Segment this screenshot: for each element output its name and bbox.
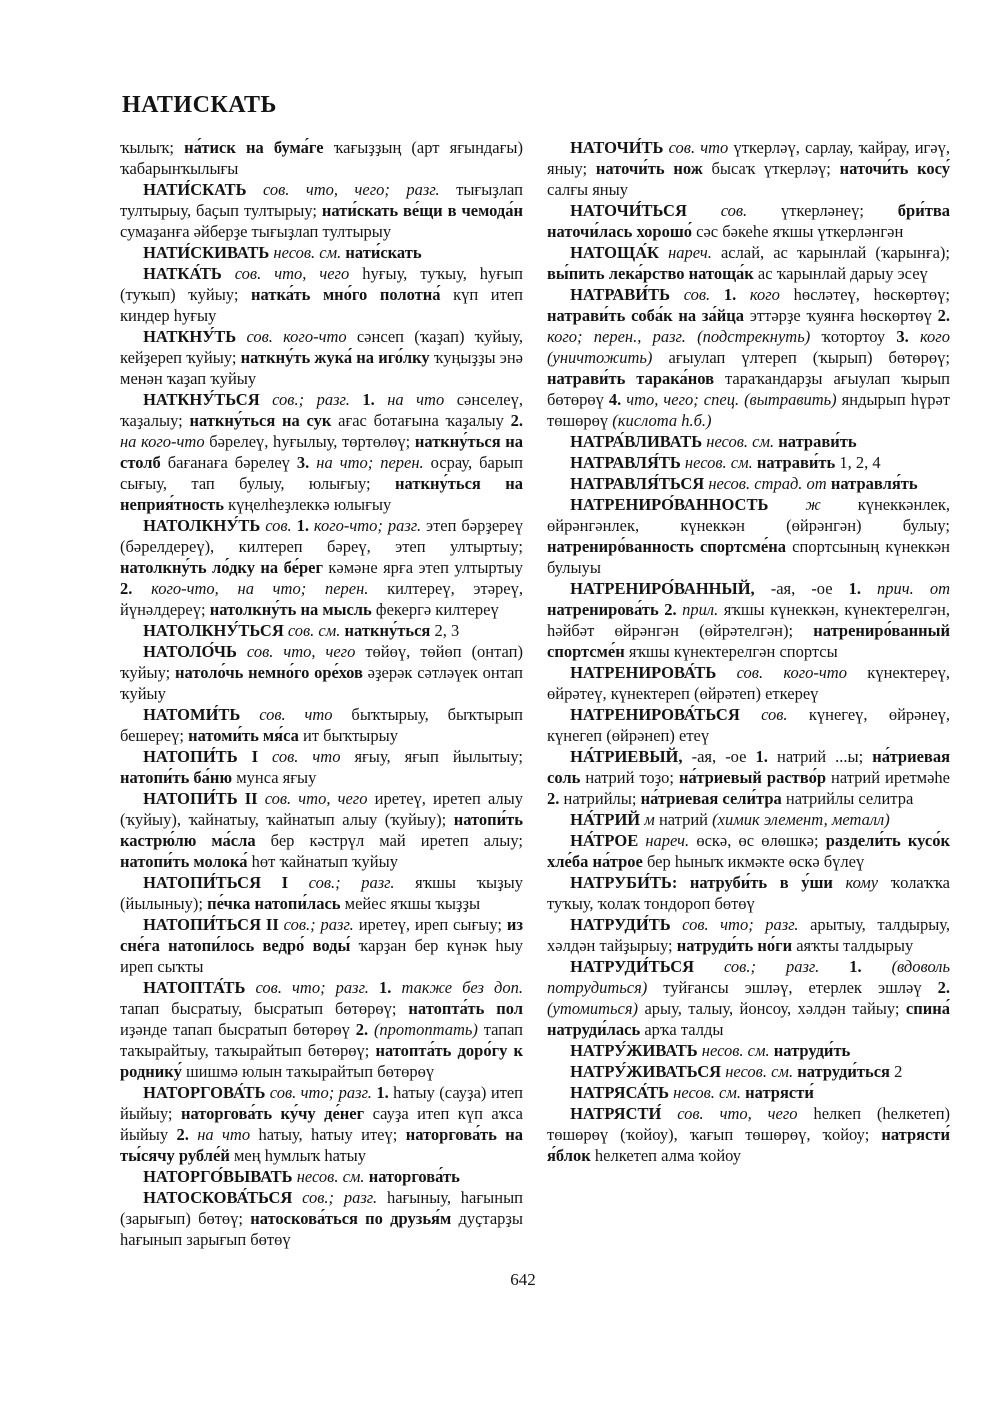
dictionary-entry: НА́ТРИЕВЫЙ, -ая, -ое 1. натрий ...ы; на́триевая соль натрий тоҙо; на́триевый раство́р натрий иретмәһе 2. натрийлы; на́триевая сели́тра натрийлы селитра: [547, 747, 951, 808]
dictionary-entry: НАТРЯСТИ́ сов. что, чего һелкеп (һелкетеп) төшөрөү (ҡойоу), ҡағып төшөрөү, ҡойоу; натрясти́ я́блок һелкетеп алма ҡойоу: [547, 1104, 951, 1165]
dictionary-entry: НАТОПИ́ТЬ I сов. что яғыу, яғып йылытыу; натопи́ть ба́ню мунса яғыу: [120, 747, 523, 787]
dictionary-entry: НАТОРГО́ВЫВАТЬ несов. см. наторгова́ть: [143, 1167, 460, 1186]
dictionary-entry: НАТРЕНИРО́ВАННЫЙ, -ая, -ое 1. прич. от натренирова́ть 2. прил. яҡшы күнеккән, күнектерелгән, һәйбәт өйрәнгән (өйрәтелгән); натрениро́ванный спортсме́н яҡшы күнектерелгән спортсы: [547, 579, 951, 661]
dictionary-entry: НАТРЕНИРОВА́ТЬСЯ сов. күнегеү, өйрәнеү, күнегеп (өйрәнеп) етеү: [547, 705, 951, 745]
dictionary-entry: НАТОЩА́К нареч. аслай, ас ҡарынлай (ҡарынға); вы́пить лека́рство натоща́к ас ҡарынлай дарыу эсеү: [547, 243, 950, 283]
dictionary-entry: НАТОРГОВА́ТЬ сов. что; разг. 1. һатыу (сауҙа) итеп йыйыу; наторгова́ть ку́чу де́нег сауҙа итеп күп аҡса йыйыу 2. на что һатыу, һатыу итеү; наторгова́ть на ты́сячу рубле́й мең һумлыҡ һатыу: [120, 1083, 524, 1165]
dictionary-entry: НАТРУДИ́ТЬСЯ сов.; разг. 1. (вдоволь потрудиться) туйғансы эшләү, етерлек эшләү 2. (утомиться) арыу, талыу, йонсоу, хәлдән тайыу; спина́ натруди́лась арҡа талды: [547, 957, 951, 1039]
dictionary-entry: НАТРА́ВЛИВАТЬ несов. см. натрави́ть: [570, 432, 857, 451]
dictionary-entry: НАТКНУ́ТЬ сов. кого-что сәнсеп (ҡаҙап) ҡуйыу, кейҙереп ҡуйыу; наткну́ть жука́ на иго́лку ҡуңыҙҙы энә менән ҡаҙап ҡуйыу: [120, 327, 524, 388]
dictionary-entry: НАТОЛО́ЧЬ сов. что, чего төйөү, төйөп (онтап) ҡуйыу; натоло́чь немно́го оре́хов әҙерәк сәтләүек онтап ҡуйыу: [120, 642, 524, 703]
dictionary-entry: НАТОЧИ́ТЬ сов. что үткерләү, сарлау, ҡайрау, игәү, яныу; наточи́ть нож бысаҡ үткерләү; наточи́ть косу́ салғы яныу: [547, 138, 951, 199]
dictionary-entry: НАТРУ́ЖИВАТЬСЯ несов. см. натруди́ться 2: [570, 1062, 903, 1081]
text-columns: [120, 137, 950, 1250]
dictionary-entry: НАТИ́СКАТЬ сов. что, чего; разг. тығыҙлап тултырыу, баҫып тултырыу; нати́скать ве́щи в чемода́н сумаҙанға әйберҙе тығыҙлап тултырыу: [120, 180, 523, 241]
dictionary-entry: НАТОПТА́ТЬ сов. что; разг. 1. также без доп. тапап бысратыу, бысратып бөтөрөү; натопта́ть пол иҙәнде тапап бысратып бөтөрөү 2. (протоптать) тапап таҡырайтыу, таҡырайтып бөтөрөү; натопта́ть доро́гу к роднику́ шишмә юлын таҡырайтып бөтөрөү: [120, 978, 524, 1081]
dictionary-entry: НАТРЕНИРО́ВАННОСТЬ ж күнеккәнлек, өйрәнгәнлек, күнеккән (өйрәнгән) булыу; натрениро́ванность спортсме́на спортсының күнеккән булыуы: [547, 495, 950, 577]
page-number: 642: [510, 1270, 536, 1289]
dictionary-entry: НА́ТРИЙ м натрий (химик элемент, металл): [570, 810, 890, 829]
dictionary-entry: НАТРЕНИРОВА́ТЬ сов. кого-что күнектереү, өйрәтеү, күнектереп (өйрәтеп) еткереү: [547, 663, 950, 703]
dictionary-entry: НАТРАВЛЯ́ТЬСЯ несов. страд. от натравля́ть: [570, 474, 918, 493]
dictionary-entry: НАТРУ́ЖИВАТЬ несов. см. натруди́ть: [570, 1041, 851, 1060]
dictionary-entry: НАТРАВИ́ТЬ сов. 1. кого һөсләтеү, һөскөртөү; натрави́ть соба́к на за́йца эттәрҙе ҡуянға һөскөртөү 2. кого; перен., разг. (подстрекнуть) ҡотортоу 3. кого (уничтожить) ағыулап үлтереп (ҡырып) бөтөрөү; натрави́ть тарака́нов тараҡандарҙы ағыулап ҡырып бөтөрөү 4. что, чего; спец. (вытравить) яндырып һүрәт төшөрөү (кислота һ.б.): [547, 285, 951, 430]
left-column: [120, 137, 523, 1250]
dictionary-entry: НАТОЛКНУ́ТЬ сов. 1. кого-что; разг. этеп бәрҙереү (бәрелдереү), килтереп бәреү, этеп ултыртыу; натолкну́ть ло́дку на бе́рег кәмәне ярға этеп ултыртыу 2. кого-что, на что; перен. килтереү, этәреү, йүнәлдереү; натолкну́ть на мысль фекергә килтереү: [120, 516, 523, 619]
dictionary-entry: ҡылыҡ; на́тиск на бума́ге ҡағыҙҙың (арт яғындағы) ҡабарынҡылығы: [120, 138, 523, 178]
running-head: НАТИСКАТЬ: [122, 92, 277, 118]
dictionary-entry: НАТРЯСА́ТЬ несов. см. натрясти́: [570, 1083, 814, 1102]
dictionary-entry: НАТРАВЛЯ́ТЬ несов. см. натрави́ть 1, 2, 4: [570, 453, 881, 472]
dictionary-entry: НАТОПИ́ТЬ II сов. что, чего иретеү, иретеп алыу (ҡуйыу), ҡайнатыу, ҡайнатып алыу (ҡуйыу); натопи́ть кастрю́лю ма́сла бер кәстрүл май иретеп алыу; натопи́ть молока́ һөт ҡайнатып ҡуйыу: [120, 789, 523, 871]
dictionary-entry: НАТРУБИ́ТЬ: натруби́ть в у́ши кому ҡолаҡҡа туҡыу, ҡолаҡ тондороп бөтөү: [547, 873, 950, 913]
dictionary-entry: НАТОМИ́ТЬ сов. что быҡтырыу, быҡтырып бешереү; натоми́ть мя́са ит быҡтырыу: [120, 705, 523, 745]
dictionary-entry: НА́ТРОЕ нареч. өскә, өс өлөшкә; раздели́ть кусо́к хле́ба на́трое бер һыныҡ икмәкте өскә бүлеү: [547, 831, 950, 871]
dictionary-entry: НАТРУДИ́ТЬ сов. что; разг. арытыу, талдырыу, хәлдән тайҙырыу; натруди́ть но́ги аяҡты талдырыу: [547, 915, 950, 955]
dictionary-entry: НАТОЧИ́ТЬСЯ сов. үткерләнеү; бри́тва наточи́лась хорошо́ сәс бәкеһе яҡшы үткерләнгән: [547, 201, 950, 241]
right-column: [547, 137, 950, 1166]
dictionary-entry: НАТОПИ́ТЬСЯ I сов.; разг. яҡшы ҡыҙыу (йылыныу); пе́чка натопи́лась мейес яҡшы ҡыҙҙы: [120, 873, 523, 913]
dictionary-entry: НАТКА́ТЬ сов. что, чего һуғыу, туҡыу, һуғып (туҡып) ҡуйыу; натка́ть мно́го полотна́ күп итеп киндер һуғыу: [120, 264, 523, 325]
dictionary-entry: НАТКНУ́ТЬСЯ сов.; разг. 1. на что сәнселеү, ҡаҙалыу; наткну́ться на сук ағас ботағына ҡаҙалыу 2. на кого-что бәрелеү, һуғылыу, төртөлөү; наткну́ться на столб бағанаға бәрелеү 3. на что; перен. осрау, барып сығыу, тап булыу, юлығыу; наткну́ться на неприя́тность күңелһеҙлеккә юлығыу: [120, 390, 523, 514]
dictionary-entry: НАТИ́СКИВАТЬ несов. см. нати́скать: [143, 243, 422, 262]
dictionary-entry: НАТОСКОВА́ТЬСЯ сов.; разг. һағыныу, һағынып (зарығып) бөтөү; натоскова́ться по друзья́м дуҫтарҙы һағынып зарығып бөтөү: [120, 1188, 523, 1249]
dictionary-entry: НАТОЛКНУ́ТЬСЯ сов. см. наткну́ться 2, 3: [143, 621, 460, 640]
dictionary-entry: НАТОПИ́ТЬСЯ II сов.; разг. иретеү, иреп сығыу; из сне́га натопи́лось ведро́ воды́ ҡарҙан бер күнәк һыу иреп сыҡты: [120, 915, 523, 976]
